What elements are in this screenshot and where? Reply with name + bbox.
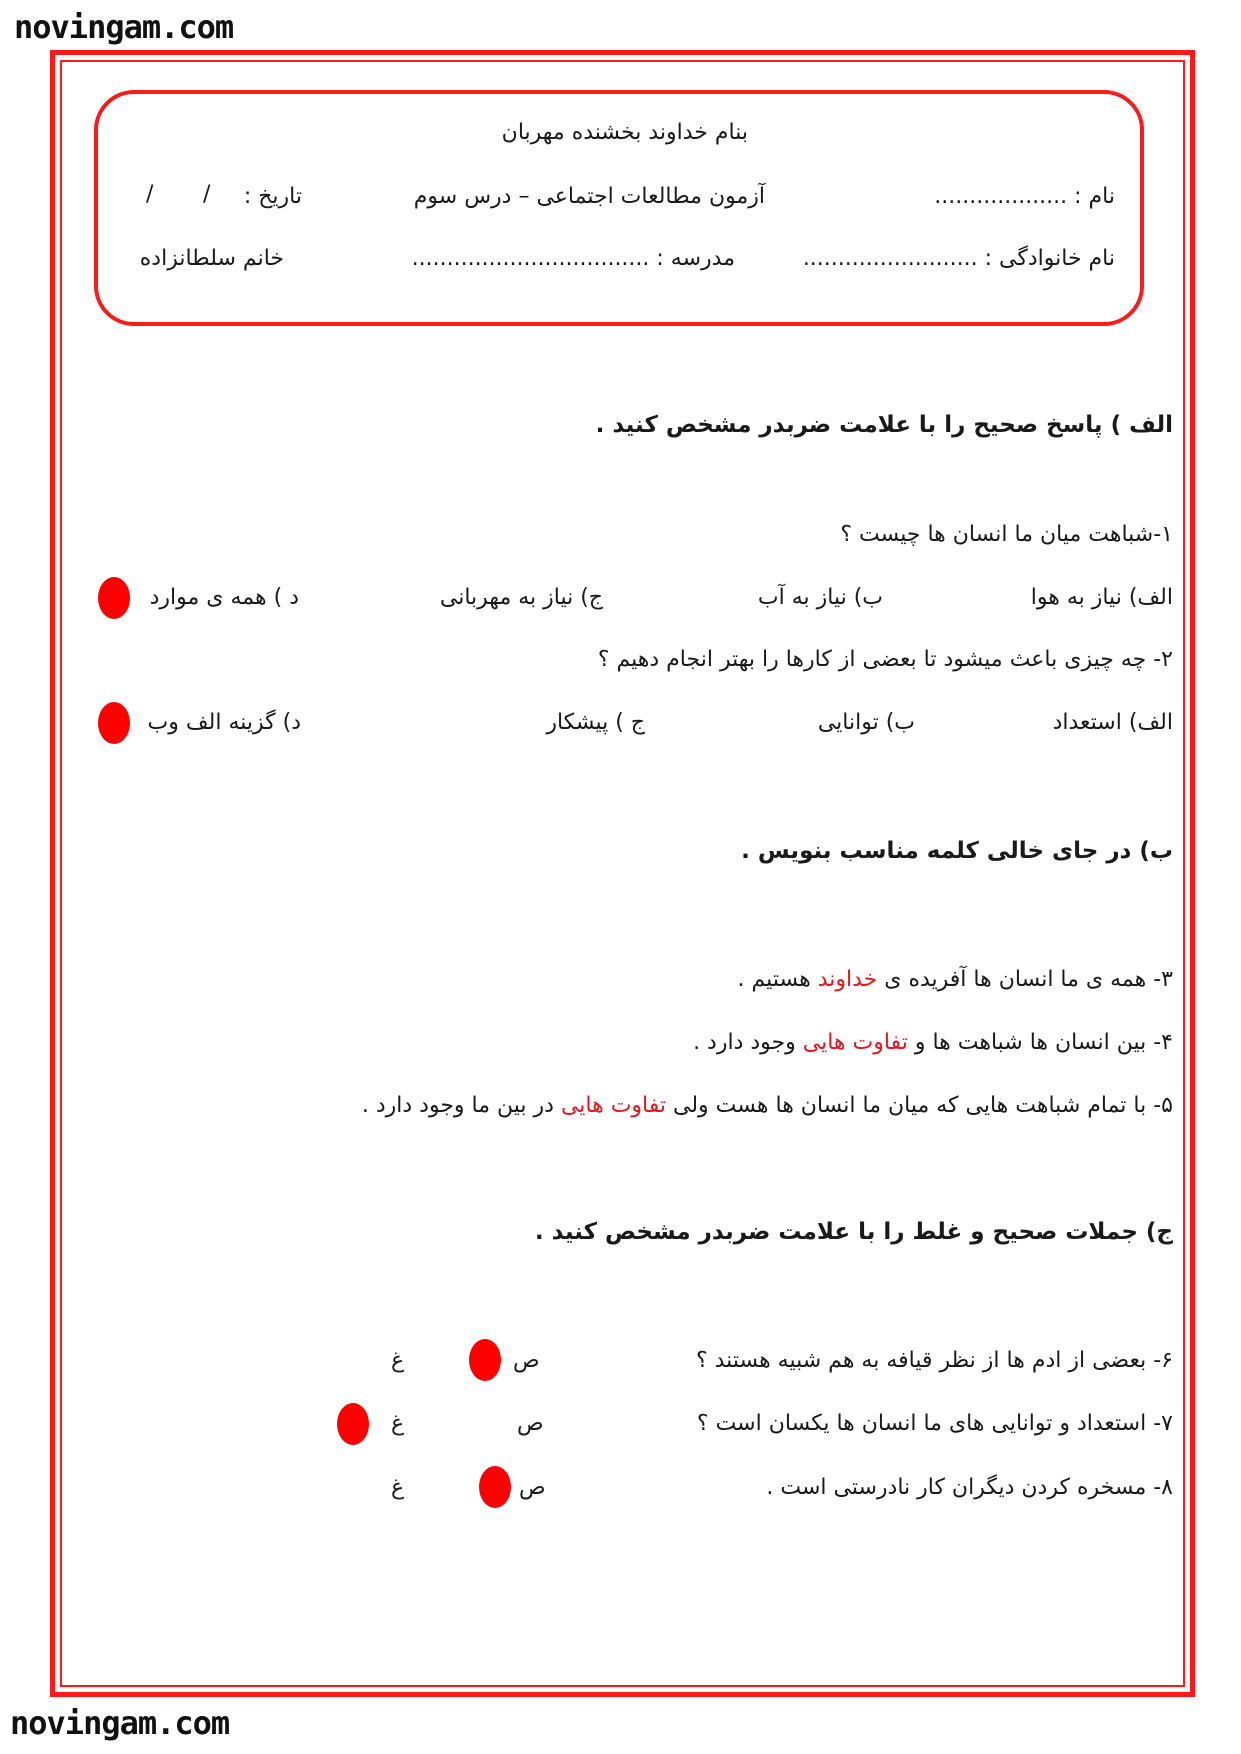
watermark-bottom: novingam.com	[10, 1704, 230, 1742]
family-field: نام خانوادگی : .........................	[802, 246, 1115, 271]
q1-option-d: د ) همه ی موارد	[149, 585, 299, 610]
fill-item-5-before: ۵- با تمام شباهت هایی که میان ما انسان ها هست ولی	[666, 1093, 1173, 1118]
fill-item-4-after: وجود دارد .	[693, 1030, 803, 1055]
q1-option-c: ج) نیاز به مهربانی	[439, 585, 603, 610]
q2-option-b: ب) توانایی	[817, 710, 915, 735]
fill-item-4	[693, 1030, 1173, 1055]
teacher-name: خانم سلطانزاده	[139, 246, 284, 271]
name-field: نام : ...................	[934, 184, 1115, 209]
fill-item-5	[362, 1093, 1173, 1118]
q1-answer-marker	[98, 577, 130, 619]
tf-item-8-true: ص	[519, 1475, 546, 1500]
fill-item-3-before: ۳- همه ی ما انسان ها آفریده ی	[877, 967, 1173, 992]
bismillah: بنام خداوند بخشنده مهربان	[501, 120, 748, 145]
tf-item-6-false: غ	[391, 1348, 405, 1373]
section-a-title: الف ) پاسخ صحیح را با علامت ضربدر مشخص کنید .	[595, 412, 1173, 438]
tf-item-6-marker	[469, 1339, 501, 1381]
date-slash-2: /	[146, 182, 154, 207]
q2-answer-marker	[98, 702, 130, 744]
question-2: ۲- چه چیزی باعث میشود تا بعضی از کارها را بهتر انجام دهیم ؟	[597, 647, 1173, 672]
q2-option-d: د) گزینه الف وب	[147, 710, 301, 735]
q2-option-c: ج ) پیشکار	[546, 710, 645, 735]
date-label: تاریخ :	[243, 184, 302, 209]
tf-item-6: ۶- بعضی از ادم ها از نظر قیافه به هم شبیه هستند ؟	[695, 1348, 1173, 1373]
tf-item-7-false: غ	[391, 1411, 405, 1436]
tf-item-7-true: ص	[517, 1411, 544, 1436]
q1-option-a: الف) نیاز به هوا	[1030, 585, 1173, 610]
fill-item-5-answer: تفاوت هایی	[560, 1093, 667, 1118]
tf-item-8: ۸- مسخره کردن دیگران کار نادرستی است .	[766, 1475, 1173, 1500]
tf-item-8-marker	[479, 1466, 511, 1508]
tf-item-7-marker	[337, 1403, 369, 1445]
fill-item-4-answer: تفاوت هایی	[802, 1030, 908, 1055]
q1-option-b: ب) نیاز به آب	[757, 585, 883, 610]
date-slash-1: /	[203, 182, 211, 207]
tf-item-6-true: ص	[513, 1348, 540, 1373]
section-b-title: ب) در جای خالی کلمه مناسب بنویس .	[741, 838, 1173, 864]
fill-item-3	[738, 967, 1173, 992]
tf-item-8-false: غ	[391, 1475, 405, 1500]
fill-item-3-after: هستیم .	[737, 967, 818, 992]
exam-title: آزمون مطالعات اجتماعی – درس سوم	[413, 184, 765, 209]
school-field: مدرسه : ..................................	[411, 246, 735, 271]
watermark-top: novingam.com	[14, 8, 234, 46]
section-c-title: ج) جملات صحیح و غلط را با علامت ضربدر مشخص کنید .	[534, 1219, 1173, 1245]
fill-item-3-answer: خداوند	[817, 967, 878, 992]
fill-item-5-after: در بین ما وجود دارد .	[361, 1093, 561, 1118]
question-1: ۱-شباهت میان ما انسان ها چیست ؟	[840, 522, 1173, 547]
tf-item-7: ۷- استعداد و توانایی های ما انسان ها یکسان است ؟	[696, 1411, 1173, 1436]
fill-item-4-before: ۴- بین انسان ها شباهت ها و	[907, 1030, 1173, 1055]
q2-option-a: الف) استعداد	[1052, 710, 1173, 735]
